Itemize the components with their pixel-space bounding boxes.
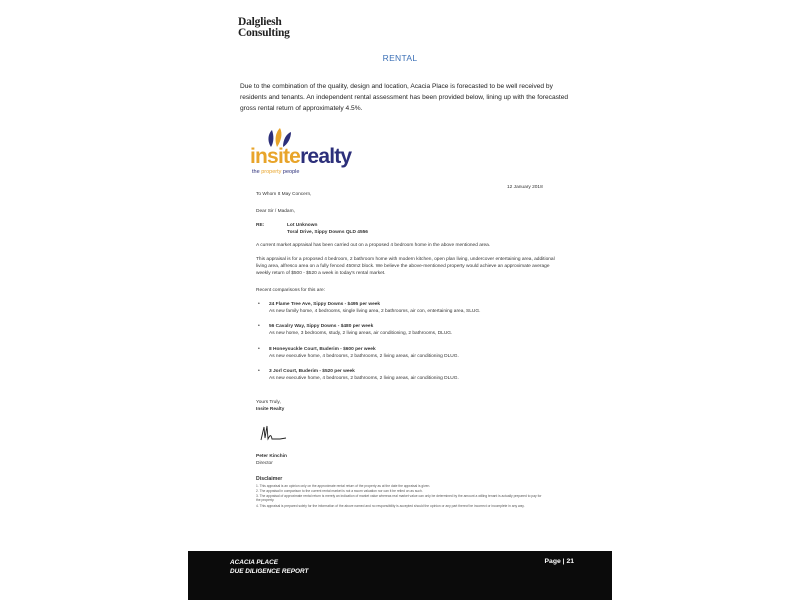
salutation-concern: To Whom It May Concern,	[256, 192, 312, 197]
signer-name: Peter Kinchin	[256, 454, 287, 459]
intro-paragraph: Due to the combination of the quality, design and location, Acacia Place is forecasted to be well received by residents and tenants. An independent rental assessment has been provided below, lining up with the forecasted gross rental return of approximately 4.5%.	[240, 83, 569, 113]
insite-realty-tagline: the property people	[252, 169, 300, 175]
closing-line: Yours Truly,	[256, 400, 281, 405]
re-address: Toral Drive, Sippy Downs QLD 4556	[287, 230, 368, 235]
comparison-desc: As new home, 3 bedrooms, study, 2 living areas, air conditioning, 2 bathrooms, DLUG.	[269, 331, 453, 336]
comparison-title: 24 Flame Tree Ave, Sippy Downs - $495 per week	[269, 302, 381, 307]
disclaimer-item: 2. The appraisal in comparison to the current rental market is not a sworn valuation nor can it be relied on as such.	[256, 489, 423, 493]
comparison-desc: As new executive home, 4 bedrooms, 2 bathrooms, 2 living areas, air conditioning DLUG.	[269, 376, 459, 381]
insite-realty-logo	[250, 125, 370, 180]
signer-title: Director	[256, 461, 273, 466]
bullet-icon: •	[258, 323, 260, 329]
salutation-dear: Dear Sir / Madam,	[256, 209, 295, 214]
insite-realty-wordmark: insiterealty	[250, 145, 352, 168]
comparison-desc: As new family home, 4 bedrooms, single living area, 2 bathrooms, air con, entertaining area, SLUG.	[269, 309, 481, 314]
comparisons-intro: Recent comparisons for this are:	[256, 288, 326, 293]
comparison-desc: As new executive home, 4 bedrooms, 2 bathrooms, 2 living areas, air conditioning DLUG.	[269, 354, 459, 359]
dalgliesh-consulting-logo: Dalgliesh Consulting	[238, 16, 290, 39]
re-lot: Lot Unknown	[287, 223, 318, 228]
section-title: RENTAL	[382, 53, 418, 63]
disclaimer-item: 3. The appraisal of approximate rental return is merely an indication of market value whereas real market value can only be determined by the amount a willing tenant is actually prepared to pay for the property.	[256, 494, 542, 503]
rental-appraisal-letter	[250, 125, 560, 535]
page-footer	[188, 551, 612, 600]
signature-icon	[258, 423, 288, 443]
comparison-title: 3 Jorl Court, Buderim - $520 per week	[269, 369, 355, 374]
appraisal-paragraph-2: This appraisal is for a proposed 4 bedroom, 2 bathroom home with modern kitchen, open plan living, undercover entertaining area, additional living area, alfresco area on a fully fenced 450m2 block. We believe the above-mentioned property would achieve an approximate average weekly return of $500 - $520 a week in today's rental market.	[256, 257, 555, 277]
bullet-icon: •	[258, 301, 260, 307]
comparison-title: 8 Honeysuckle Court, Buderim - $600 per week	[269, 347, 376, 352]
appraisal-paragraph-1: A current market appraisal has been carried out on a proposed 4 bedroom home in the above mentioned area.	[256, 243, 491, 248]
re-label: RE:	[256, 223, 265, 228]
bullet-icon: •	[258, 346, 260, 352]
disclaimer-item: 4. This appraisal is prepared solely for the information of the above named and no responsibility is accepted should the opinion or any part thereof be incorrect or incomplete in any way.	[256, 504, 525, 508]
comparison-title: 56 Cavalry Way, Sippy Downs - $480 per week	[269, 324, 374, 329]
letter-date: 12 January 2018	[507, 185, 543, 190]
page-number: Page | 21	[544, 558, 574, 565]
disclaimer-title: Disclaimer	[256, 476, 283, 482]
disclaimer-item: 1. This appraisal is an opinion only on the approximate rental return of the property as at the date the appraisal is given.	[256, 484, 431, 488]
closing-company: Insite Realty	[256, 407, 285, 412]
bullet-icon: •	[258, 368, 260, 374]
footer-report-title: ACACIA PLACE DUE DILIGENCE REPORT	[230, 559, 309, 575]
